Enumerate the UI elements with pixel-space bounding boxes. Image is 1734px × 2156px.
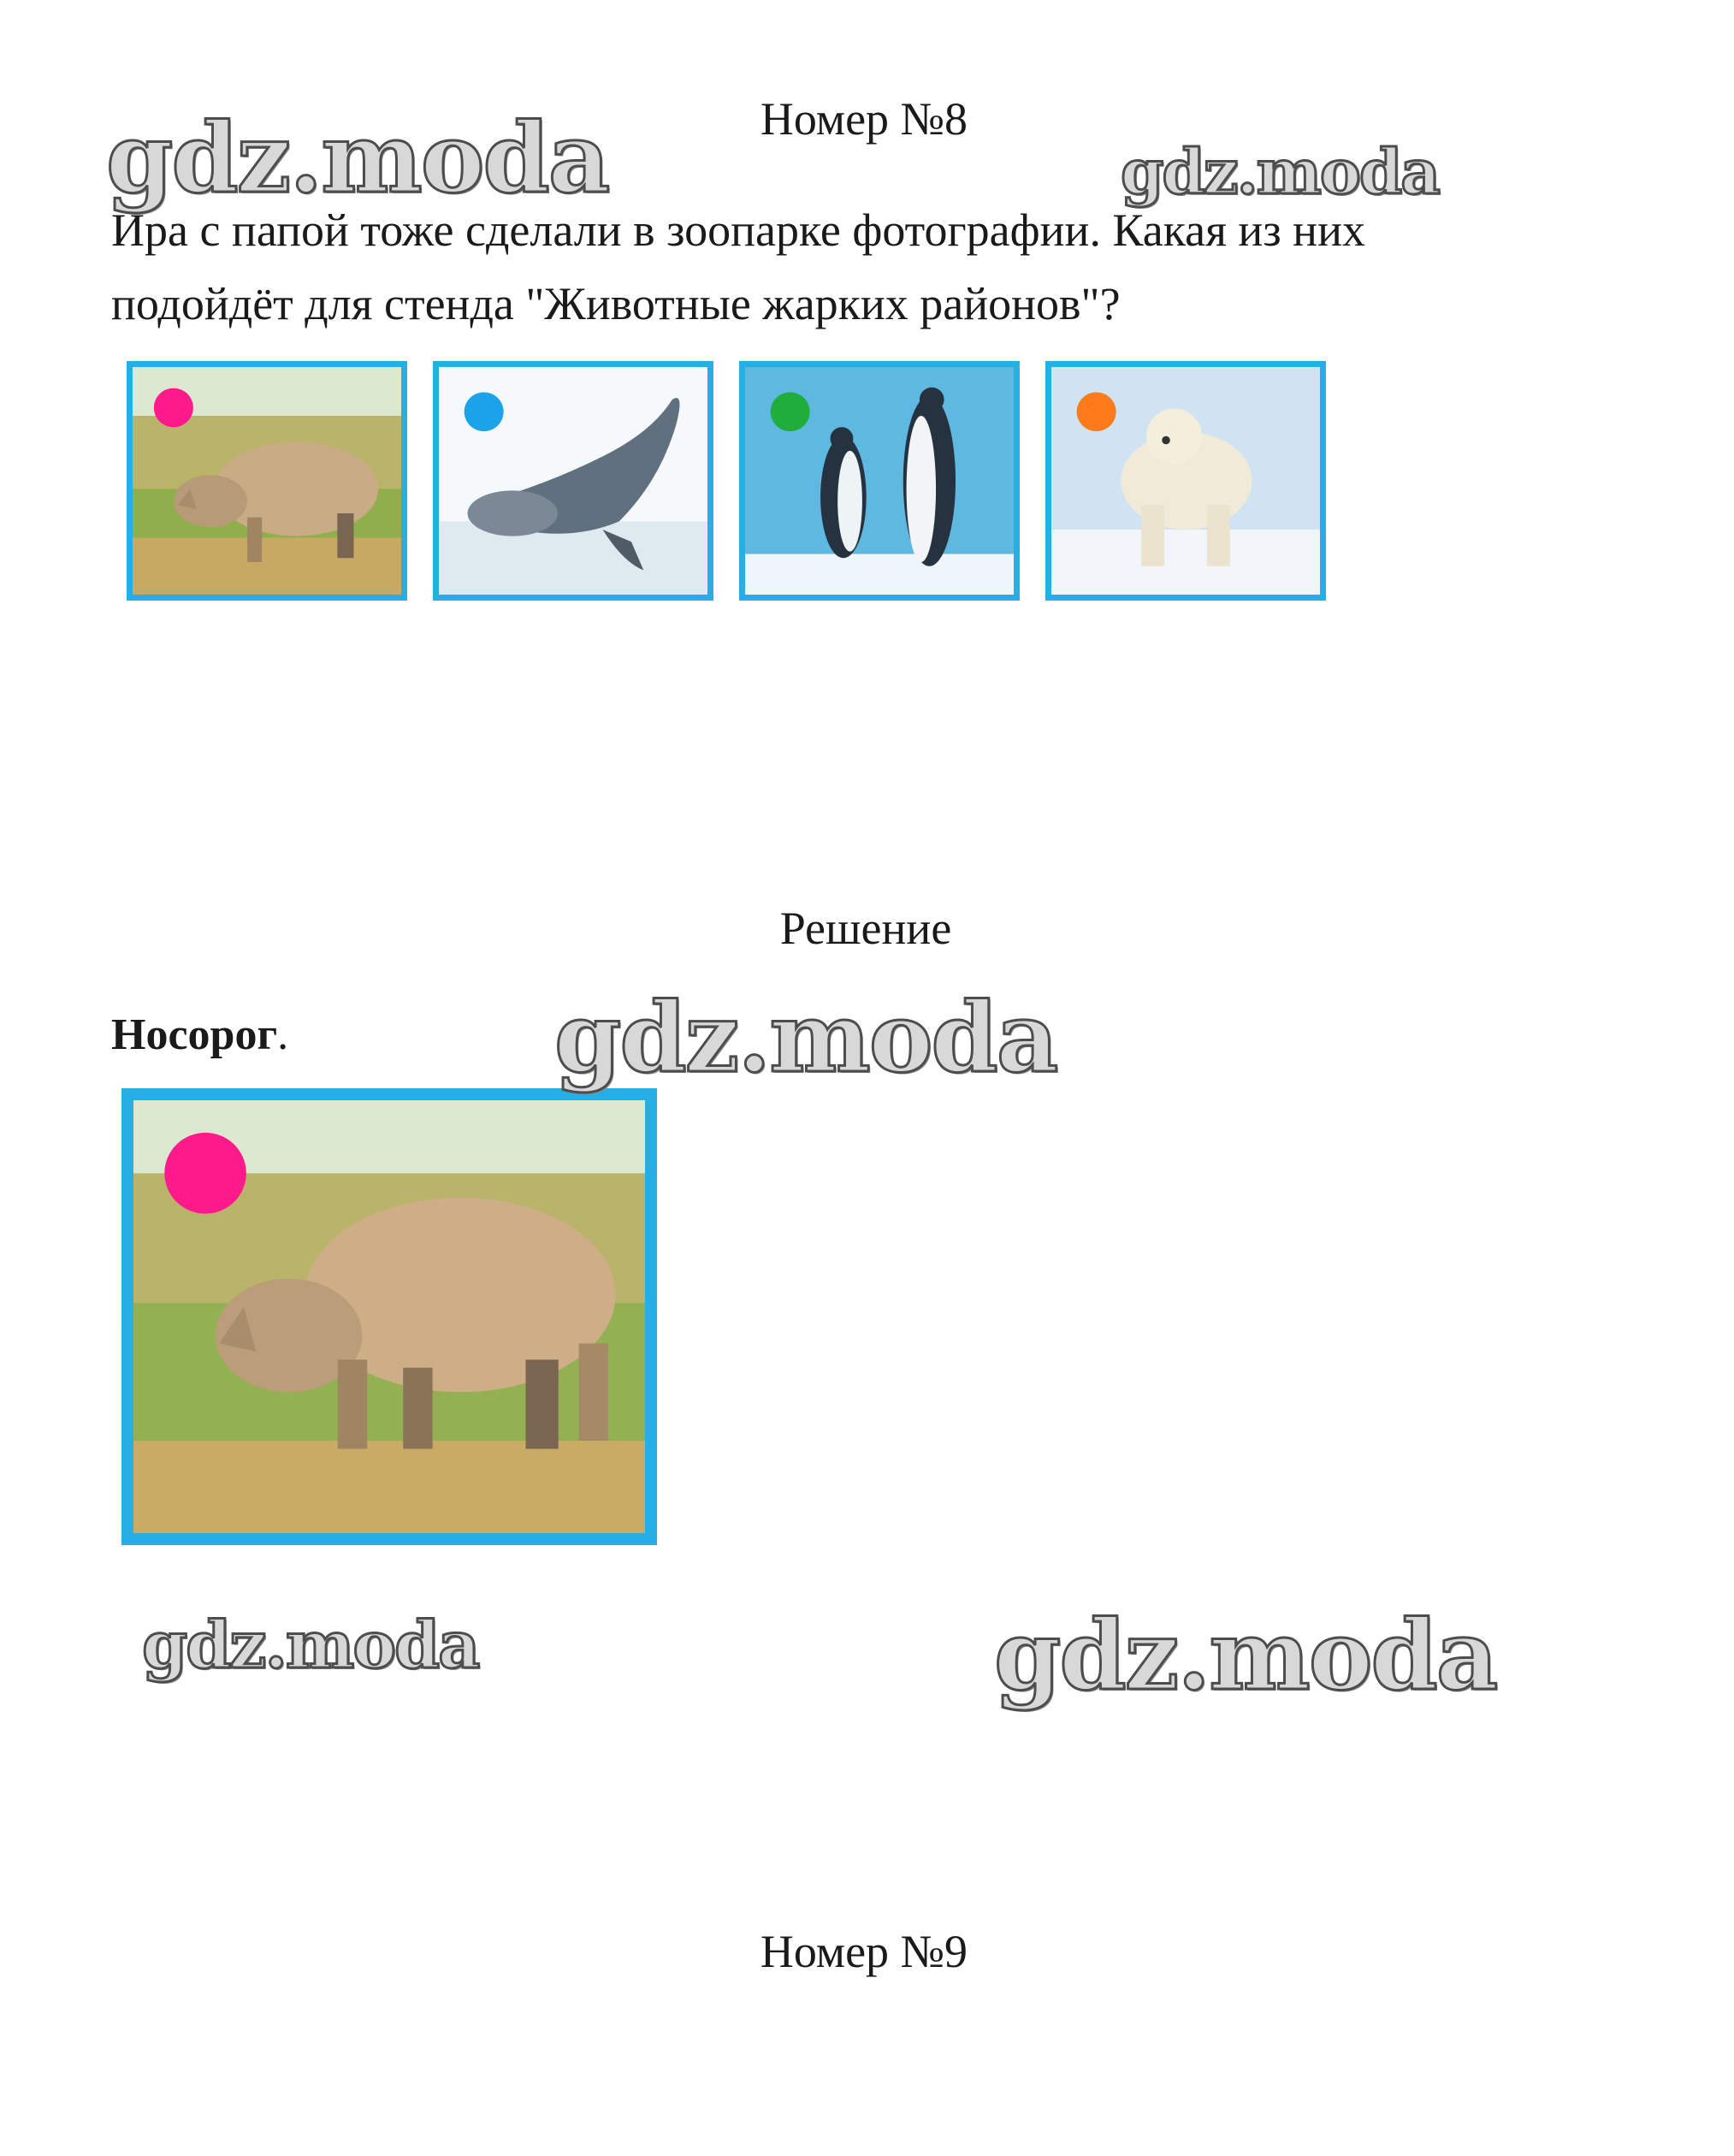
watermark: gdz.moda [1121,135,1439,208]
watermark: gdz.moda [142,1607,479,1683]
marker-dot [1077,392,1116,431]
marker-dot [164,1133,246,1214]
watermark: gdz.moda [554,982,1057,1094]
next-task-heading: Номер №9 [760,1926,968,1977]
watermark: gdz.moda [994,1600,1497,1712]
photo-rhino [127,361,407,601]
marker-dot [154,388,193,428]
photo-polar-bear [1045,361,1326,601]
watermark: gdz.moda [106,103,609,215]
photo-penguins [739,361,1020,601]
question-text [111,193,1514,341]
solution-heading: Решение [779,903,952,954]
question-line-2: подойдёт для стенда "Животные жарких районов"? [111,278,1121,329]
answer-text [111,1010,288,1060]
answer-tail: . [277,1010,289,1059]
marker-dot [465,392,504,431]
solution-photo-rhino [121,1088,657,1545]
photo-seal [433,361,713,601]
answer-bold: Носорог [111,1010,278,1059]
question-line-1: Ира с папой тоже сделали в зоопарке фотографии. Какая из них [111,204,1365,256]
task-heading: Номер №8 [760,93,968,145]
marker-dot [771,392,810,431]
